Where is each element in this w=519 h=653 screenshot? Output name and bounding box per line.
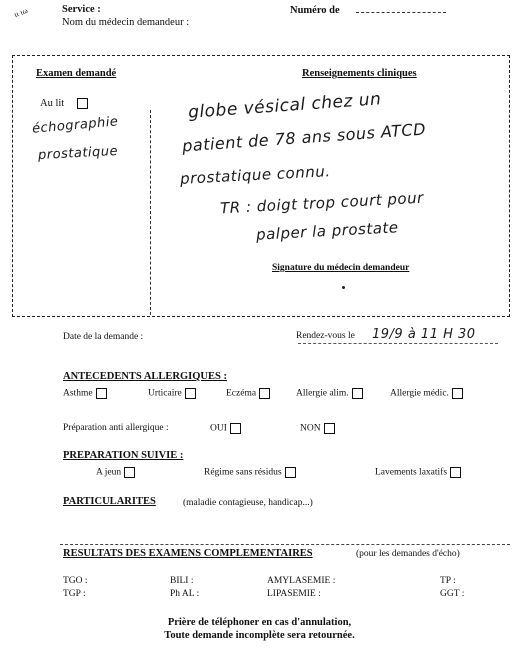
tgp-label: TGP : [63,589,86,599]
allergie-medic-label: Allergie médic. [390,388,449,399]
asthme-checkbox[interactable] [96,388,107,399]
oui-checkbox[interactable] [230,423,241,434]
clinical-hand-4: TR : doigt trop court pour [219,188,425,218]
doctor-label: Nom du médecin demandeur : [62,17,190,28]
bili-label: BILI : [170,576,194,586]
column-divider [150,110,151,315]
preparation-suivie-title: PREPARATION SUIVIE : [63,450,184,461]
non-label: NON [300,423,321,434]
tp-label: TP : [440,576,456,586]
number-field[interactable] [356,12,446,13]
eczema-item [226,388,270,399]
exam-title: Examen demandé [36,68,117,79]
regime-label: Régime sans résidus [204,467,282,478]
urticaire-label: Urticaire [148,388,182,399]
au-lit-checkbox[interactable] [77,98,88,109]
results-note: (pour les demandes d'écho) [356,549,460,559]
ph-al-label: Ph AL : [170,589,200,599]
exam-handwritten-2: prostatique [37,143,119,164]
asthme-label: Asthme [63,388,93,399]
lavements-checkbox[interactable] [450,467,461,478]
corner-mark: ιι ιω [12,5,29,20]
rdv-value: 19/9 à 11 H 30 [372,327,476,342]
allergies-title: ANTECEDENTS ALLERGIQUES : [63,371,227,382]
exam-handwritten-1: échographie [31,114,120,137]
amylasemie-label: AMYLASEMIE : [267,576,336,586]
request-frame [12,55,510,317]
rdv-label: Rendez-vous le [296,331,355,341]
date-label: Date de la demande : [63,332,144,342]
oui-item [210,423,241,434]
footer-line1: Prière de téléphoner en cas d'annulation, [167,617,352,628]
allergie-alim-checkbox[interactable] [352,388,363,399]
footer-line2: Toute demande incomplète sera retournée. [164,630,355,641]
au-lit-text: Au lit [40,98,65,109]
a-jeun-item [96,467,135,478]
signature-dot [342,286,345,289]
clinical-hand-1: globe vésical chez un [187,89,382,123]
non-item [300,423,335,434]
regime-checkbox[interactable] [285,467,296,478]
allergie-alim-label: Allergie alim. [296,388,349,399]
signature-label: Signature du médecin demandeur [272,263,410,273]
clinical-title: Renseignements cliniques [302,68,417,79]
a-jeun-checkbox[interactable] [124,467,135,478]
asthme-item [63,388,107,399]
clinical-hand-2: patient de 78 ans sous ATCD [181,119,427,156]
urticaire-item [148,388,196,399]
lipasemie-label: LIPASEMIE : [267,589,321,599]
ggt-label: GGT : [440,589,465,599]
preparation-label: Préparation anti allergique : [63,423,169,433]
allergie-medic-item [390,388,463,399]
a-jeun-label: A jeun [96,467,122,478]
lavements-label: Lavements laxatifs [375,467,448,478]
eczema-label: Eczéma [226,388,257,399]
clinical-hand-5: palper la prostate [255,218,399,244]
number-label: Numéro de [290,5,340,16]
tgo-label: TGO : [63,576,88,586]
results-title: RESULTATS DES EXAMENS COMPLEMENTAIRES [63,548,313,559]
lavements-item [375,467,461,478]
separator-line [60,544,510,545]
allergie-alim-item [296,388,363,399]
rdv-underline [298,343,498,344]
non-checkbox[interactable] [324,423,335,434]
service-label: Service : [62,4,101,15]
eczema-checkbox[interactable] [259,388,270,399]
allergie-medic-checkbox[interactable] [452,388,463,399]
regime-item [204,467,296,478]
clinical-hand-3: prostatique connu. [179,162,331,188]
urticaire-checkbox[interactable] [185,388,196,399]
particularites-title: PARTICULARITES [63,496,156,507]
oui-label: OUI [210,423,227,434]
au-lit-label [40,98,88,109]
particularites-note: (maladie contagieuse, handicap...) [183,498,313,508]
